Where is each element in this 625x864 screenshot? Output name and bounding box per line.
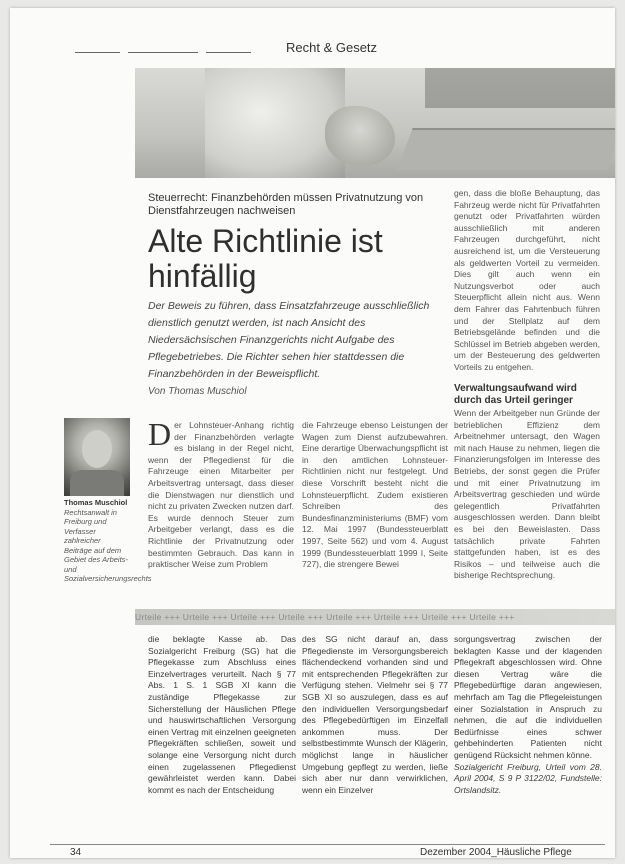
header-rule [128,52,198,53]
article-kicker: Steuerrecht: Finanzbehörden müssen Privatnutzung von Dienstfahrzeugen nachweisen [148,192,424,217]
column-text: er Lohnsteuer-Anhang richtig der Finanzbehörden verlagte es bislang in der Regel nicht, wenn der Pflegedienst für die Fahrzeuge einen Mitarbeiter per Arbeitsvertrag untersagt, dass dieser die Dienstwagen nur dienstlich und nicht zu privaten Zwecken nutzen darf. Es wurde dennoch Steuer zum Arbeitgeber verlangt, dass es die Richtlinie der Privatnutzung oder bestimmten Gebrauch. Das kann in praktischer Weise zum Problem [148,420,294,570]
article-column-1 [148,416,294,571]
drop-cap: D [148,416,172,452]
article-byline: Von Thomas Muschiol [148,386,247,397]
footer-rule [50,844,605,845]
magazine-page [10,8,615,858]
author-caption [64,498,152,584]
header-rule [75,52,120,53]
author-photo [64,418,130,496]
article-column-2: die Fahrzeuge ebenso Leistungen der Wagen zum Dienst aufzubewahren. Eine derartige Überwachungspflicht ist in den amtlichen Lohnsteuer-Richtlinien nicht nur festgelegt. Und diese Vorschrift besteht nicht die Lohnsteuerpflicht. Zudem existieren Schreiben des Bundesfinanzministeriums (BMF) vom 12. Mai 1997 (Bundessteuerblatt 1997, Seite 562) und vom 4. August 1999 (Bundessteuerblatt 1999 I, Seite 727), die strengere Bewei [302,420,448,570]
urteile-column-1: die beklagte Kasse ab. Das Sozialgericht Freiburg (SG) hat die Pflegekasse zum Abschluss eines Einzelvertrages verurteilt. Nach § 77 Abs. 1 S. 1 SGB XI kann die zuständige Pflegekasse zur Sicherstellung der Häuslichen Pflege und hauswirtschaftlichen Versorgung einen Vertrag mit einzelnen geeigneten Pflegekräften schließen, soweit und solange eine Versorgung nicht durch einen zugelassenen Pflegedienst gewährleistet werden kann. Dabei kommt es nach der Entscheidung [148,634,296,795]
header-rule [206,52,251,53]
urteile-banner: Urteile +++ Urteile +++ Urteile +++ Urteile +++ Urteile +++ Urteile +++ Urteile +++ Urteile +++ [135,609,615,625]
article-column-3-continued: Wenn der Arbeitgeber nun Gründe der betrieblichen Effizienz dem Arbeitnehmer untersagt, den Wagen mit nach Hause zu nehmen, liegen die Finanzierungsfolgen im Interesse des Betriebs, der sonst gegen die Prüfer und mit einer Privatnutzung im Arbeitsvertrag geschieden und würde gelegentlich Privatfahrten ausgeschlossen werden. Dann bleibt es bei den Beweislasten. Dass tatsächlich private Fahrten stattgefunden haben, ist es des Risikos – und teilweise auch die bisherige Rechtsprechung. [454,408,600,581]
urteile-source: Sozialgericht Freiburg, Urteil vom 28. April 2004, S 9 P 3122/02, Fundstelle: Ortslandsitz. [454,761,602,795]
section-label: Recht & Gesetz [286,40,378,55]
page-number: 34 [70,847,82,858]
author-bio: Rechtsanwalt in Freiburg und Verfasser zahlreicher Beiträge auf dem Gebiet des Arbeits- und Sozialversicherungsrechts [64,507,152,583]
author-shirt [70,470,124,496]
article-column-3: gen, dass die bloße Behauptung, das Fahrzeug werde nicht für Privatfahrten genutzt oder Privatfahrten würden ausschließlich mit anderen Fahrzeugen durchgeführt, nicht ausreichend ist, um die Versteuerung als geldwerten Vorteil zu vermeiden. Dies gilt auch wenn ein Nutzungsverbot oder auch Steuerpflicht allein nicht aus. Wenn dem Fahrer das Fahrtenbuch führen und der Stellplatz auf dem Betriebsgelände befinden und die Schlüssel im Betrieb abgeben werden, um der Besteuerung des geldwerten Vorteils zu entgehen. [454,188,600,372]
article-headline: Alte Richtlinie ist hinfällig [148,223,383,294]
photo-shadow [425,68,615,108]
article-subhead: Verwaltungsaufwand wird durch das Urteil geringer [454,383,577,406]
header-photo [135,68,615,178]
urteile-column-2: des SG nicht darauf an, dass Pflegedienste im Versorgungsbereich flächendeckend vorhanden sind und mit entsprechenden Pflegekräften zur Verfügung stehen. Vielmehr sei § 77 SGB XI so auszulegen, dass es auf den individuellen Versorgungsbedarf des Pflegebedürftigen im Einzelfall ankommen muss. Der selbstbestimmte Wunsch der Klägerin, möglichst lange in häuslicher Umgebung gepflegt zu werden, ließe sich aber nur dann verwirklichen, wenn ein Einzelver [302,634,448,795]
author-face [82,430,112,468]
photo-sleeve [205,68,345,178]
author-name: Thomas Muschiol [64,498,128,507]
issue-label: Dezember 2004_Häusliche Pflege [420,847,572,858]
article-lead: Der Beweis zu führen, dass Einsatzfahrzeuge ausschließlich dienstlich genutzt werden, ist nach Ansicht des Niedersächsischen Finanzgerichts nicht Aufgabe des Pflegebetriebes. Die Richter sehen hier stattdessen die Finanzbehörden in der Beweispflicht. [148,300,430,380]
urteile-column-3 [454,634,602,796]
photo-hand [325,106,395,166]
urteile-text: sorgungsvertrag zwischen der beklagten Kasse und der klagenden Pflegekraft abgeschlossen wird. Ohne diesen Vertrag wäre die Pflegebedürftige daran angewiesen, mehrfach am Tag die Pflegeleistungen einer Sozialstation in Anspruch zu nehmen, die auf die individuellen Bedürfnisse eines schwer gehbehinderten Patienten nicht genügend Rücksicht nehmen könne. [454,634,602,760]
photo-laptop [397,128,615,170]
